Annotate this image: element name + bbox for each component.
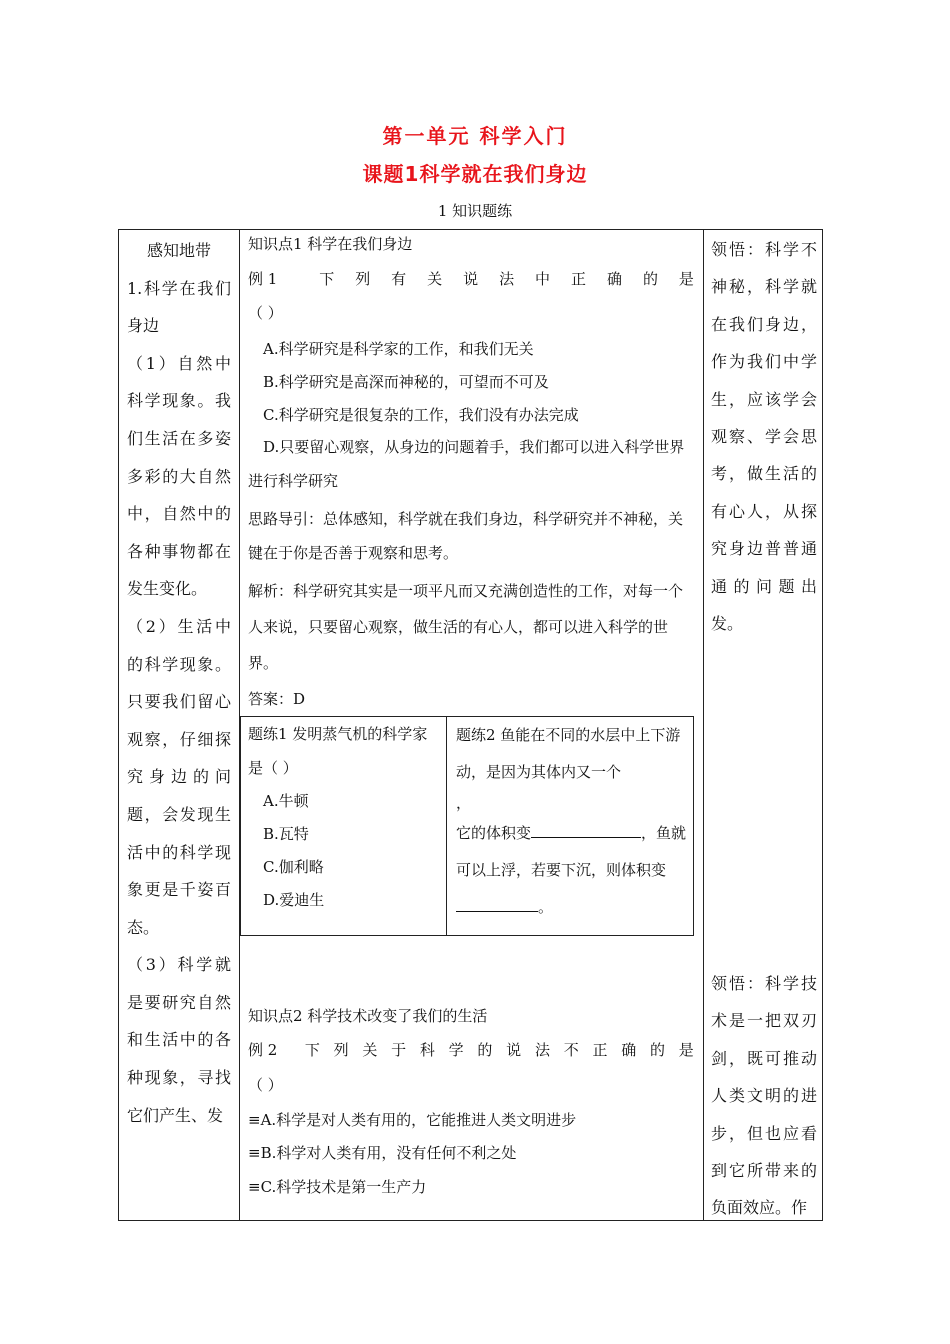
left-heading: 感知地带 <box>146 241 211 260</box>
example1-analysis: 解析：科学研究其实是一项平凡而又充满创造性的工作，对每一个人来说，只要留心观察，做生活的有心人，都可以进入科学的世界。 <box>248 582 684 672</box>
example1-option-c: C.科学研究是很复杂的工作，我们没有办法完成 <box>263 406 579 424</box>
left-paragraph: 1.科学在我们身边 <box>127 278 231 336</box>
left-paragraph: （3）科学就是要研究自然和生活中的各种现象，寻找它们产生、发 <box>127 955 231 1125</box>
stem-char: 列 <box>333 1041 349 1059</box>
left-paragraph: （2）生活中的科学现象。只要我们留心观察，仔细探究身边的问题，会发现生活中的科学现象更是千姿百态。 <box>127 616 231 937</box>
stem-char: 说 <box>463 270 479 288</box>
practice1-option-a: A.牛顿 <box>263 792 309 810</box>
stem-char: 是 <box>678 270 694 288</box>
practice2-line1: 题练2 鱼能在不同的水层中上下游动，是因为其体内又一个 <box>456 726 681 781</box>
stem-char: 说 <box>506 1041 522 1059</box>
stem-char: 确 <box>606 270 622 288</box>
stem-char: 有 <box>391 270 407 288</box>
stem-char: 是 <box>678 1041 694 1059</box>
practice2-suffix: ，鱼就可以上浮，若要下沉，则体积变 <box>456 824 687 879</box>
knowledge1-title: 知识点1 科学在我们身边 <box>248 235 413 253</box>
insight-1: 领悟：科学不神秘，科学就在我们身边，作为我们中学生，应该学会观察、学会思考，做生活的有心人，从探究身边普普通通的问题出发。 <box>711 240 817 634</box>
stem-char: 于 <box>391 1041 407 1059</box>
practice-divider <box>446 716 447 935</box>
practice2-end: 。 <box>538 898 554 916</box>
section-title: 1 知识题练 <box>437 202 513 220</box>
stem-char: 科 <box>419 1041 435 1059</box>
example1-option-a: A.科学研究是科学家的工作，和我们无关 <box>263 340 534 358</box>
practice2 <box>456 717 688 926</box>
insight-2: 领悟：科学技术是一把双刃剑，既可推动人类文明的进步，但也应看到它所带来的负面效应。作 <box>711 974 817 1218</box>
unit-title: 第一单元 科学入门 <box>382 124 568 148</box>
example1-option-b: B.科学研究是高深而神秘的，可望而不可及 <box>263 373 549 391</box>
stem-char: 列 <box>355 270 371 288</box>
practice2-line2: ， <box>456 794 472 812</box>
example2-label: 例 2 <box>248 1041 278 1059</box>
stem-char: 学 <box>448 1041 464 1059</box>
example2-paren: （ ） <box>248 1076 283 1094</box>
stem-char: 的 <box>477 1041 493 1059</box>
stem-char: 关 <box>362 1041 378 1059</box>
knowledge2-title: 知识点2 科学技术改变了我们的生活 <box>248 1007 488 1025</box>
example2-option-c: ≡C.科学技术是第一生产力 <box>248 1178 427 1196</box>
example2-option-b: ≡B.科学对人类有用，没有任何不利之处 <box>248 1144 517 1162</box>
example1-option-d: D.只要留心观察，从身边的问题着手，我们都可以进入科学世界进行科学研究 <box>248 438 685 490</box>
example1-hint: 思路导引：总体感知，科学就在我们身边，科学研究并不神秘，关键在于你是否善于观察和思考。 <box>248 510 684 562</box>
practice2-prefix: 它的体积变 <box>456 824 532 842</box>
example1-paren: （ ） <box>248 304 283 322</box>
practice1-option-c: C.伽利略 <box>263 858 324 876</box>
example2-stem <box>248 1039 694 1060</box>
answer-blank-2[interactable] <box>456 893 538 912</box>
practice1-stem: 题练1 发明蒸气机的科学家是（ ） <box>248 725 428 777</box>
stem-char: 不 <box>563 1041 579 1059</box>
lesson-title: 课题1科学就在我们身边 <box>362 162 588 186</box>
left-column-text <box>127 232 231 1134</box>
stem-char: 法 <box>534 1041 550 1059</box>
stem-char: 下 <box>304 1041 320 1059</box>
practice1 <box>248 717 442 917</box>
stem-char: 关 <box>427 270 443 288</box>
stem-char: 的 <box>642 270 658 288</box>
stem-char: 下 <box>319 270 335 288</box>
practice1-option-d: D.爱迪生 <box>263 891 325 909</box>
stem-char: 正 <box>592 1041 608 1059</box>
practice1-option-b: B.瓦特 <box>263 825 309 843</box>
stem-char: 法 <box>499 270 515 288</box>
example1-label: 例 1 <box>248 270 278 288</box>
example1-stem <box>248 268 694 289</box>
example1-answer: 答案：D <box>248 690 306 708</box>
stem-char: 中 <box>535 270 551 288</box>
example2-option-a: ≡A.科学是对人类有用的，它能推进人类文明进步 <box>248 1111 577 1129</box>
answer-blank-1[interactable] <box>531 819 641 838</box>
left-paragraph: （1）自然中科学现象。我们生活在多姿多彩的大自然中，自然中的各种事物都在发生变化。 <box>127 353 231 599</box>
stem-char: 确 <box>621 1041 637 1059</box>
stem-char: 的 <box>650 1041 666 1059</box>
stem-char: 正 <box>571 270 587 288</box>
